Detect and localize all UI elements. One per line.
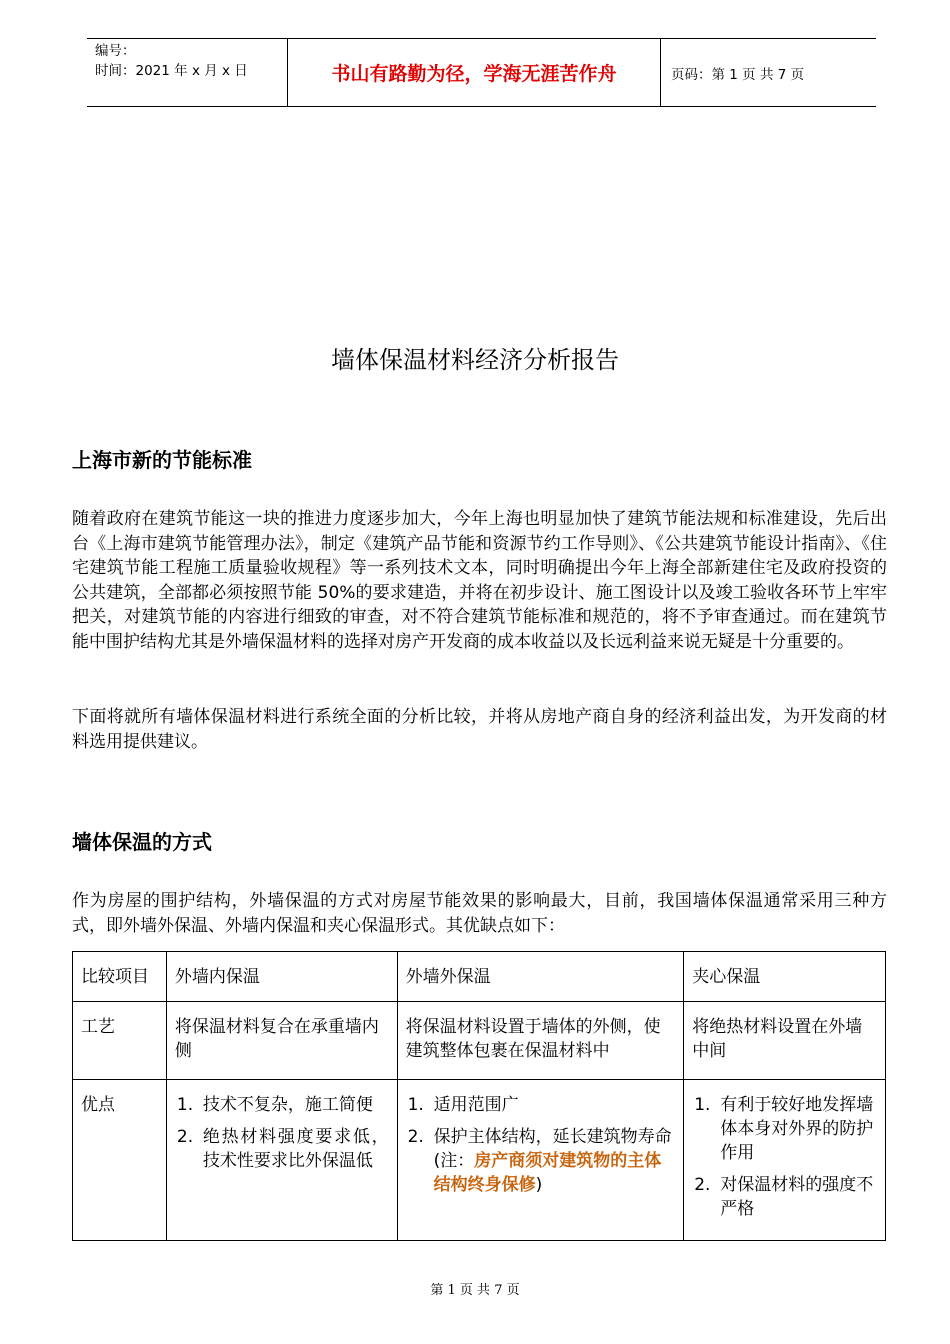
section2-paragraph: 作为房屋的围护结构，外墙保温的方式对房屋节能效果的影响最大，目前，我国墙体保温通常采用三种方式，即外墙外保温、外墙内保温和夹心保温形式。其优缺点如下： (72, 891, 887, 936)
table-row-process (73, 1002, 886, 1080)
list-item-text: 对保温材料的强度不严格 (720, 1175, 874, 1219)
list-item-number: 2. (176, 1127, 194, 1147)
cell-advantages-internal (166, 1080, 397, 1241)
cell-advantages-external (397, 1080, 684, 1241)
list-item-number: 2. (407, 1127, 424, 1147)
list-item-number: 1. (176, 1095, 194, 1115)
header-meta (87, 39, 288, 106)
row-label-process: 工艺 (73, 1002, 167, 1080)
section1-paragraph-2: 下面将就所有墙体保温材料进行系统全面的分析比较，并将从房地产商自身的经济利益出发，为开发商的材料选用提供建议。 (72, 707, 887, 752)
header-motto: 书山有路勤为径，学海无涯苦作舟 (288, 39, 661, 106)
list-item-text: 绝热材料强度要求低，技术性要求比外保温低 (202, 1127, 389, 1171)
header-cell-item: 比较项目 (73, 952, 167, 1002)
list-item (175, 1093, 389, 1117)
list-item (692, 1173, 877, 1221)
highlighted-note: 房产商须对建筑物的主体结构终身保修 (433, 1151, 662, 1195)
list-item-number: 1. (407, 1095, 424, 1115)
header-cell-external: 外墙外保温 (397, 952, 684, 1002)
header-cell-sandwich: 夹心保温 (684, 952, 886, 1002)
list-item-number: 2. (694, 1175, 711, 1195)
list-item (406, 1125, 676, 1197)
cell-process-external: 将保温材料设置于墙体的外侧，使建筑整体包裹在保温材料中 (397, 1002, 684, 1080)
list-item-number: 1. (694, 1095, 711, 1115)
list-item (406, 1093, 676, 1117)
row-label-advantages: 优点 (73, 1080, 167, 1241)
advantages-internal-list (175, 1093, 389, 1173)
table-row-advantages (73, 1080, 886, 1241)
list-item-text: 有利于较好地发挥墙体本身对外界的防护作用 (720, 1095, 874, 1163)
list-item-text: 保护主体结构，延长建筑物寿命(注： (433, 1127, 672, 1171)
list-item (175, 1125, 389, 1173)
section-heading-energy-standard: 上海市新的节能标准 (72, 448, 252, 472)
comparison-table (72, 951, 886, 1241)
list-item-text-end: ) (535, 1175, 543, 1195)
cell-process-internal: 将保温材料复合在承重墙内侧 (166, 1002, 397, 1080)
header-number: 编号： (95, 43, 136, 59)
list-item (692, 1093, 877, 1165)
page-header (87, 38, 876, 107)
section-heading-insulation-methods: 墙体保温的方式 (72, 830, 212, 854)
advantages-external-list (406, 1093, 676, 1197)
table-header-row (73, 952, 886, 1002)
list-item-text: 技术不复杂，施工简便 (202, 1095, 373, 1115)
cell-advantages-sandwich (684, 1080, 886, 1241)
list-item-text: 适用范围广 (433, 1095, 519, 1115)
header-cell-internal: 外墙内保温 (166, 952, 397, 1002)
document-title: 墙体保温材料经济分析报告 (331, 346, 619, 374)
cell-process-sandwich: 将绝热材料设置在外墙中间 (684, 1002, 886, 1080)
section1-paragraph-1: 随着政府在建筑节能这一块的推进力度逐步加大，今年上海也明显加快了建筑节能法规和标准建设，先后出台《上海市建筑节能管理办法》，制定《建筑产品节能和资源节约工作导则》、《公共建筑节能设计指南》、《住宅建筑节能工程施工质量验收规程》等一系列技术文本，同时明确提出今年上海全部新建住宅及政府投资的公共建筑，全部都必须按照节能 50%的要求建造，并将在初步设计、施工图设计以及竣工验收各环节上牢牢把关，对建筑节能的内容进行细致的审查，对不符合建筑节能标准和规范的，将不予审查通过。而在建筑节能中围护结构尤其是外墙保温材料的选择对房产开发商的成本收益以及长远利益来说无疑是十分重要的。 (72, 509, 887, 652)
page-footer: 第 1 页 共 7 页 (430, 1283, 520, 1298)
header-page-number: 页码：第 1 页 共 7 页 (671, 66, 805, 83)
advantages-sandwich-list (692, 1093, 877, 1221)
header-time: 时间：2021 年 x 月 x 日 (95, 63, 248, 79)
